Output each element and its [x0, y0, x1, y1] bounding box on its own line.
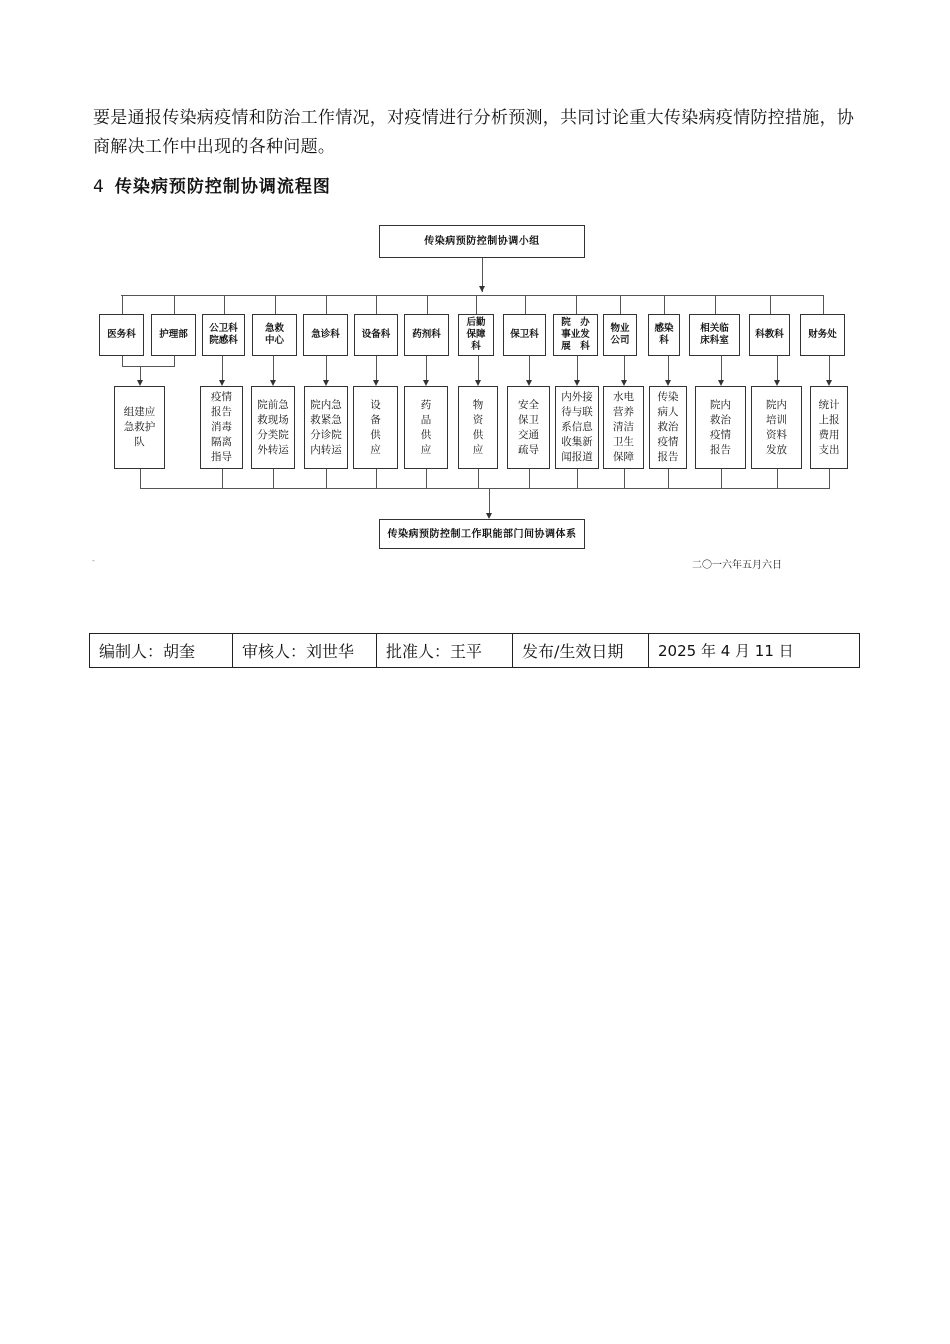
- duty-box: 安全 保卫 交通 疏导: [507, 386, 550, 469]
- connector-duty-rise: [529, 469, 530, 488]
- connector-duty-rise: [478, 469, 479, 488]
- duty-box: 统计 上报 费用 支出: [810, 386, 848, 469]
- connector-dept-drop: [122, 295, 123, 314]
- duty-box: 院内 培训 资料 发放: [751, 386, 802, 469]
- connector-duty-rise: [829, 469, 830, 488]
- connector-dept-drop: [823, 295, 824, 314]
- duty-box: 传染 病人 救治 疫情 报告: [649, 386, 687, 469]
- department-box: 后勤 保障 科: [458, 314, 494, 356]
- connector-dept-drop: [174, 295, 175, 314]
- connector-duty-rise: [624, 469, 625, 488]
- connector-merge-down: [140, 366, 141, 380]
- connector-dept-drop: [620, 295, 621, 314]
- connector-dept-drop: [770, 295, 771, 314]
- connector-duty-drop: [326, 356, 327, 380]
- connector-dept-drop: [664, 295, 665, 314]
- department-box: 公卫科 院感科: [202, 314, 245, 356]
- duty-box: 疫情 报告 消毒 隔离 指导: [200, 386, 243, 469]
- connector-duty-rise: [577, 469, 578, 488]
- connector-duty-rise: [273, 469, 274, 488]
- connector-merge-right: [174, 356, 175, 366]
- connector-duty-rise: [721, 469, 722, 488]
- department-box: 感染 科: [648, 314, 680, 356]
- connector-duty-drop: [376, 356, 377, 380]
- department-box: 急诊科: [303, 314, 348, 356]
- connector-duty-drop: [721, 356, 722, 380]
- connector-dept-drop: [427, 295, 428, 314]
- department-box: 设备科: [354, 314, 398, 356]
- coordination-flowchart: [0, 0, 950, 600]
- signoff-table: [89, 633, 860, 668]
- connector-dept-drop: [376, 295, 377, 314]
- connector-dept-drop: [476, 295, 477, 314]
- department-box: 医务科: [99, 314, 144, 356]
- connector-duty-rise: [140, 469, 141, 488]
- body-paragraph: 要是通报传染病疫情和防治工作情况，对疫情进行分析预测，共同讨论重大传染病疫情防控措施，协商解决工作中出现的各种问题。: [93, 108, 855, 157]
- department-box: 急救 中心: [252, 314, 297, 356]
- signoff-row: [90, 634, 860, 668]
- department-box: 药剂科: [404, 314, 449, 356]
- duty-box: 水电 营养 清洁 卫生 保障: [603, 386, 644, 469]
- connector-duty-rise: [668, 469, 669, 488]
- connector-duty-drop: [577, 356, 578, 380]
- connector-dept-drop: [224, 295, 225, 314]
- section-number: 4: [93, 177, 105, 197]
- connector-duty-rise: [376, 469, 377, 488]
- connector-dept-drop: [715, 295, 716, 314]
- connector-top-horizontal: [121, 295, 824, 296]
- connector-dept-drop: [576, 295, 577, 314]
- approver-cell: 批准人：王平: [377, 634, 513, 668]
- duty-box: 院内急 救紧急 分诊院 内转运: [304, 386, 348, 469]
- connector-duty-rise: [326, 469, 327, 488]
- connector-dept-drop: [275, 295, 276, 314]
- connector-merge-left: [122, 356, 123, 366]
- department-box: 物业 公司: [603, 314, 637, 356]
- connector-duty-drop: [426, 356, 427, 380]
- date-value-cell: 2025 年 4 月 11 日: [649, 634, 860, 668]
- stray-mark: -: [92, 556, 95, 565]
- department-box: 保卫科: [503, 314, 546, 356]
- connector-merge-horizontal: [122, 366, 175, 367]
- duty-box: 院前急 救现场 分类院 外转运: [251, 386, 295, 469]
- connector-duty-rise: [777, 469, 778, 488]
- connector-bottom-horizontal: [140, 488, 830, 489]
- bottom-system-box: 传染病预防控制工作职能部门间协调体系: [379, 519, 585, 549]
- chart-date: 二〇一六年五月六日: [692, 560, 782, 571]
- connector-duty-drop: [777, 356, 778, 380]
- duty-box: 内外接 待与联 系信息 收集新 闻报道: [555, 386, 599, 469]
- connector-duty-drop: [529, 356, 530, 380]
- duty-box: 院内 救治 疫情 报告: [695, 386, 746, 469]
- department-box: 护理部: [151, 314, 196, 356]
- connector-duty-drop: [222, 356, 223, 380]
- date-label-cell: 发布/生效日期: [513, 634, 649, 668]
- connector-duty-drop: [668, 356, 669, 380]
- connector-dept-drop: [525, 295, 526, 314]
- department-box: 科教科: [749, 314, 790, 356]
- connector-duty-drop: [273, 356, 274, 380]
- duty-box: 组建应 急救护 队: [114, 386, 165, 469]
- department-box: 相关临 床科室: [689, 314, 740, 356]
- connector-duty-rise: [426, 469, 427, 488]
- department-box: 财务处: [800, 314, 845, 356]
- connector-duty-drop: [624, 356, 625, 380]
- department-box: 院 办 事业发 展 科: [553, 314, 598, 356]
- connector-duty-drop: [478, 356, 479, 380]
- top-group-box: 传染病预防控制协调小组: [379, 225, 585, 258]
- section-title: 传染病预防控制协调流程图: [114, 177, 331, 197]
- connector-top-arrow: [479, 286, 485, 292]
- connector-bottom-vertical: [489, 488, 490, 513]
- duty-box: 物 资 供 应: [458, 386, 498, 469]
- duty-box: 药 品 供 应: [404, 386, 448, 469]
- reviewer-cell: 审核人：刘世华: [233, 634, 377, 668]
- duty-box: 设 备 供 应: [353, 386, 398, 469]
- connector-duty-drop: [829, 356, 830, 380]
- connector-duty-rise: [222, 469, 223, 488]
- author-cell: 编制人：胡奎: [90, 634, 233, 668]
- connector-bottom-arrow: [486, 513, 492, 519]
- connector-dept-drop: [326, 295, 327, 314]
